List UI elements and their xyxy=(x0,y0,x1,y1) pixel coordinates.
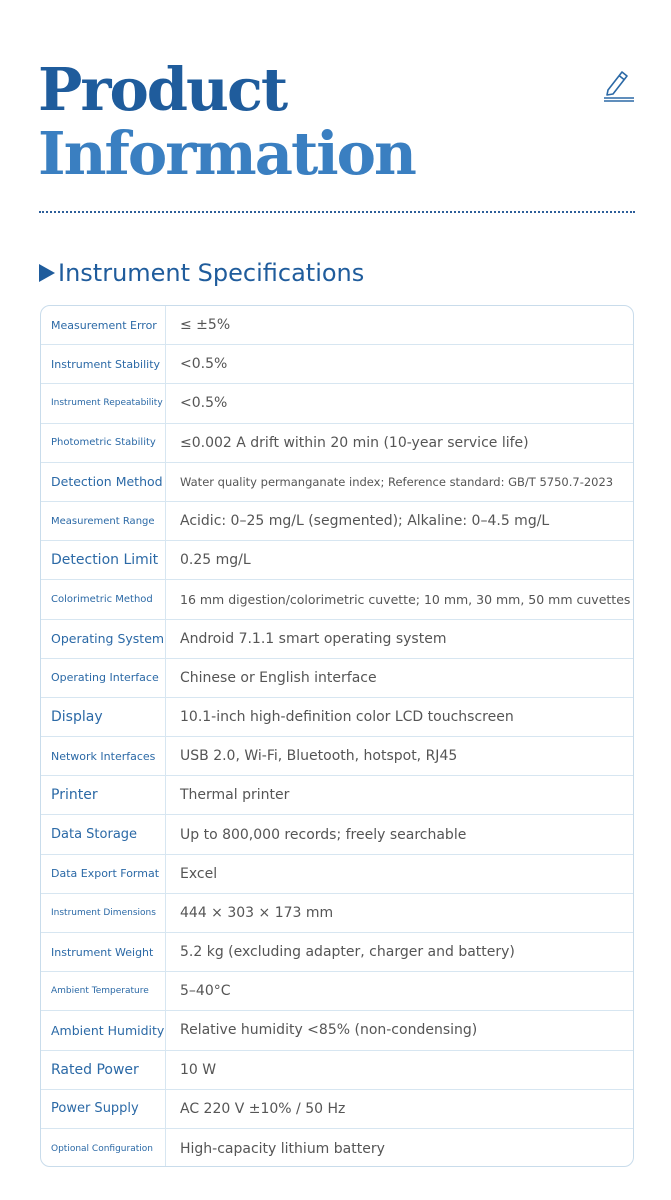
table-row xyxy=(41,1051,633,1090)
spec-label: Network Interfaces xyxy=(41,737,166,775)
spec-value: Chinese or English interface xyxy=(180,669,377,686)
table-row xyxy=(41,384,633,423)
spec-label: Instrument Dimensions xyxy=(41,894,166,932)
table-row xyxy=(41,933,633,972)
spec-value: 10 W xyxy=(180,1061,217,1078)
spec-value: Acidic: 0–25 mg/L (segmented); Alkaline: 0–4.5 mg/L xyxy=(180,513,550,530)
table-row xyxy=(41,424,633,463)
spec-value: Water quality permanganate index; Reference standard: GB/T 5750.7-2023 xyxy=(180,474,614,489)
spec-value: Excel xyxy=(180,865,218,882)
header-divider xyxy=(39,211,635,213)
spec-value: <0.5% xyxy=(180,356,228,373)
spec-value: 0.25 mg/L xyxy=(180,552,251,569)
page-title-line-2: Information xyxy=(38,119,415,188)
spec-value: ≤0.002 A drift within 20 min (10-year service life) xyxy=(180,434,529,451)
table-row xyxy=(41,620,633,659)
spec-value: 16 mm digestion/colorimetric cuvette; 10 mm, 30 mm, 50 mm cuvettes xyxy=(180,591,631,607)
spec-label: Printer xyxy=(41,776,166,814)
spec-value: Thermal printer xyxy=(180,787,290,804)
spec-label: Power Supply xyxy=(41,1090,166,1128)
edit-pencil-icon[interactable] xyxy=(602,66,636,102)
table-row xyxy=(41,1011,633,1050)
spec-value: USB 2.0, Wi-Fi, Bluetooth, hotspot, RJ45 xyxy=(180,748,458,765)
spec-value: 444 × 303 × 173 mm xyxy=(180,904,334,921)
spec-label: Ambient Temperature xyxy=(41,972,166,1010)
spec-label: Ambient Humidity xyxy=(41,1011,166,1049)
spec-value: Android 7.1.1 smart operating system xyxy=(180,630,447,647)
spec-label: Detection Limit xyxy=(41,541,166,579)
table-row xyxy=(41,541,633,580)
table-row xyxy=(41,345,633,384)
spec-label: Measurement Range xyxy=(41,502,166,540)
spec-value: AC 220 V ±10% / 50 Hz xyxy=(180,1100,346,1117)
table-row xyxy=(41,737,633,776)
spec-label: Measurement Error xyxy=(41,306,166,344)
spec-value: 10.1-inch high-definition color LCD touchscreen xyxy=(180,708,514,725)
spec-label: Detection Method xyxy=(41,463,166,501)
spec-value: Relative humidity <85% (non-condensing) xyxy=(180,1022,478,1039)
spec-value: ≤ ±5% xyxy=(180,317,231,334)
spec-label: Data Export Format xyxy=(41,855,166,893)
spec-value: 5–40°C xyxy=(180,983,231,1000)
spec-label: Rated Power xyxy=(41,1051,166,1089)
section-title: Instrument Specifications xyxy=(58,259,365,287)
spec-value: 5.2 kg (excluding adapter, charger and battery) xyxy=(180,944,515,961)
spec-label: Data Storage xyxy=(41,815,166,853)
spec-label: Operating Interface xyxy=(41,659,166,697)
page-title xyxy=(38,55,415,188)
table-row xyxy=(41,815,633,854)
table-row xyxy=(41,502,633,541)
spec-label: Instrument Weight xyxy=(41,933,166,971)
spec-value: <0.5% xyxy=(180,395,228,412)
table-row xyxy=(41,1129,633,1167)
spec-label: Optional Configuration xyxy=(41,1129,166,1167)
spec-label: Display xyxy=(41,698,166,736)
spec-table xyxy=(40,305,634,1167)
table-row xyxy=(41,659,633,698)
page-title-line-1: Product xyxy=(38,55,287,124)
table-row xyxy=(41,580,633,619)
section-header xyxy=(39,258,364,288)
table-row xyxy=(41,855,633,894)
table-row xyxy=(41,463,633,502)
table-row xyxy=(41,972,633,1011)
triangle-right-icon xyxy=(39,264,55,282)
spec-label: Instrument Stability xyxy=(41,345,166,383)
spec-label: Operating System xyxy=(41,620,166,658)
spec-label: Colorimetric Method xyxy=(41,580,166,618)
table-row xyxy=(41,1090,633,1129)
table-row xyxy=(41,306,633,345)
spec-value: Up to 800,000 records; freely searchable xyxy=(180,826,467,843)
spec-value: High-capacity lithium battery xyxy=(180,1140,385,1157)
spec-label: Instrument Repeatability xyxy=(41,384,166,422)
table-row xyxy=(41,894,633,933)
spec-label: Photometric Stability xyxy=(41,424,166,462)
table-row xyxy=(41,698,633,737)
table-row xyxy=(41,776,633,815)
